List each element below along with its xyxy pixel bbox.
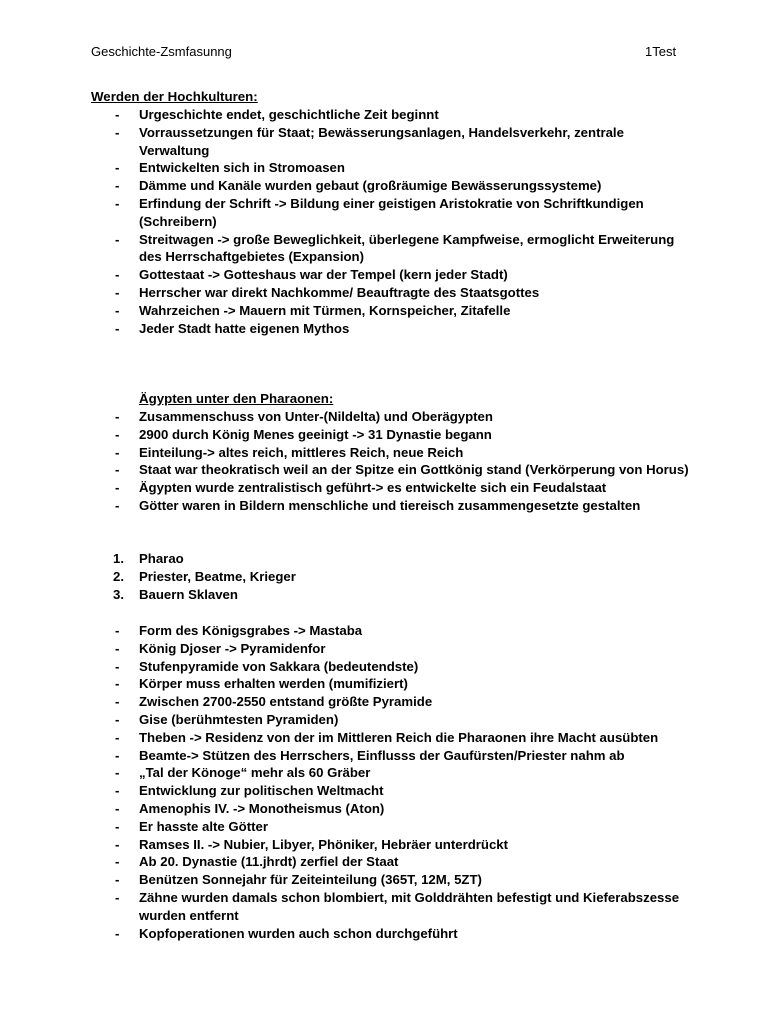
list-item-text: Ägypten wurde zentralistisch geführt-> es entwickelte sich ein Feudalstaat <box>139 480 607 496</box>
list-item-text: Urgeschichte endet, geschichtliche Zeit beginnt <box>139 107 439 122</box>
bullet-dash: - <box>115 267 120 283</box>
list-item-text: 2900 durch König Menes geeinigt -> 31 Dynastie begann <box>139 426 492 442</box>
list-item <box>91 284 691 302</box>
list-item-text: Herrscher war direkt Nachkomme/ Beauftragte des Staatsgottes <box>139 284 540 300</box>
bullet-dash: - <box>115 854 120 870</box>
list-item <box>91 302 691 320</box>
ranking-item <box>91 586 691 604</box>
bullet-dash: - <box>115 658 120 674</box>
bullet-dash: - <box>115 284 120 300</box>
list-item-text: Götter waren in Bildern menschliche und tiereisch zusammengesetzte gestalten <box>139 497 641 513</box>
section-heading-hochkulturen: Werden der Hochkulturen: <box>91 89 258 104</box>
list-item-text: Form des Königsgrabes -> Mastaba <box>139 623 363 638</box>
list-item-text: Jeder Stadt hatte eigenen Mythos <box>139 320 350 336</box>
section-heading-aegypten: Ägypten unter den Pharaonen: <box>139 391 334 406</box>
list-item <box>91 889 691 925</box>
list-item <box>91 836 691 854</box>
list-item-text: Streitwagen -> große Beweglichkeit, überlegene Kampfweise, ermoglicht Erweiterung des Herrschaftgebietes (Expansion) <box>139 231 675 265</box>
list-item-text: Ab 20. Dynastie (11.jhrdt) zerfiel der Staat <box>139 854 399 870</box>
bullet-dash: - <box>115 640 120 656</box>
list-item-text: Einteilung-> altes reich, mittleres Reich, neue Reich <box>139 444 464 460</box>
bullet-dash: - <box>115 426 120 442</box>
list-item <box>91 106 691 124</box>
bullet-dash: - <box>115 676 120 692</box>
list-item <box>91 675 691 693</box>
bullet-dash: - <box>115 729 120 745</box>
list-item-text: Dämme und Kanäle wurden gebaut (großräumige Bewässerungssysteme) <box>139 178 602 194</box>
list-item-text: Gottestaat -> Gotteshaus war der Tempel (kern jeder Stadt) <box>139 267 508 283</box>
list-item <box>91 320 691 338</box>
list-item-text: Entwickelten sich in Stromoasen <box>139 160 345 176</box>
bullet-dash: - <box>115 462 120 478</box>
bullet-dash: - <box>115 783 120 799</box>
bullet-dash: - <box>115 872 120 888</box>
list-item <box>91 426 691 444</box>
list-item <box>91 479 691 497</box>
list-item-text: Beamte-> Stützen des Herrschers, Einflusss der Gaufürsten/Priester nahm ab <box>139 747 625 763</box>
bullet-dash: - <box>115 711 120 727</box>
bullet-dash: - <box>115 747 120 763</box>
bullet-dash: - <box>115 623 120 638</box>
bullet-dash: - <box>115 195 120 211</box>
list-item <box>91 622 691 640</box>
social-ranking-list <box>91 550 691 603</box>
bullet-dash: - <box>115 800 120 816</box>
bullet-dash: - <box>115 497 120 513</box>
list-item-text: Zähne wurden damals schon blombiert, mit Golddrähten befestigt und Kieferabszesse wurden entfernt <box>139 889 680 923</box>
bullet-dash: - <box>115 178 120 194</box>
header-test-label: 1Test <box>645 44 677 59</box>
list-item <box>91 640 691 658</box>
list-item <box>91 782 691 800</box>
bullet-dash: - <box>115 231 120 247</box>
list-item <box>91 231 691 267</box>
list-item <box>91 853 691 871</box>
list-item-text: Zwischen 2700-2550 entstand größte Pyramide <box>139 694 433 710</box>
list-item-text: Kopfoperationen wurden auch schon durchgeführt <box>139 925 458 941</box>
list-item-text: Gise (berühmtesten Pyramiden) <box>139 711 339 727</box>
list-item <box>91 764 691 782</box>
ranking-item <box>91 568 691 586</box>
aegypten-list <box>91 408 691 515</box>
bullet-dash: - <box>115 765 120 781</box>
list-item-text: Zusammenschuss von Unter-(Nildelta) und Oberägypten <box>139 409 493 424</box>
list-item <box>91 124 691 160</box>
hochkulturen-list <box>91 106 691 337</box>
bullet-dash: - <box>115 107 120 122</box>
ranking-number: 3. <box>113 586 124 602</box>
ranking-number: 1. <box>113 551 124 566</box>
ranking-text: Priester, Beatme, Krieger <box>139 568 296 584</box>
list-item <box>91 711 691 729</box>
list-item <box>91 159 691 177</box>
list-item-text: Wahrzeichen -> Mauern mit Türmen, Kornspeicher, Zitafelle <box>139 302 511 318</box>
list-item <box>91 871 691 889</box>
header-title: Geschichte-Zsmfasunng <box>91 44 232 59</box>
list-item-text: Ramses II. -> Nubier, Libyer, Phöniker, Hebräer unterdrückt <box>139 836 509 852</box>
list-item <box>91 266 691 284</box>
list-item <box>91 195 691 231</box>
list-item-text: Entwicklung zur politischen Weltmacht <box>139 783 384 799</box>
list-item <box>91 693 691 711</box>
list-item-text: Staat war theokratisch weil an der Spitze ein Gottkönig stand (Verkörperung von Horus) <box>139 462 689 478</box>
ranking-text: Bauern Sklaven <box>139 586 238 602</box>
list-item-text: Amenophis IV. -> Monotheismus (Aton) <box>139 800 385 816</box>
bullet-dash: - <box>115 160 120 176</box>
list-item-text: Körper muss erhalten werden (mumifiziert) <box>139 676 408 692</box>
list-item <box>91 408 691 426</box>
list-item <box>91 818 691 836</box>
list-item-text: Er hasste alte Götter <box>139 818 268 834</box>
bullet-dash: - <box>115 302 120 318</box>
ranking-number: 2. <box>113 568 124 584</box>
bullet-dash: - <box>115 444 120 460</box>
bullet-dash: - <box>115 925 120 941</box>
bullet-dash: - <box>115 320 120 336</box>
list-item <box>91 729 691 747</box>
bullet-dash: - <box>115 480 120 496</box>
list-item <box>91 444 691 462</box>
ranking-text: Pharao <box>139 551 184 566</box>
list-item-text: „Tal der Könoge“ mehr als 60 Gräber <box>139 765 371 781</box>
list-item <box>91 177 691 195</box>
list-item-text: Benützen Sonnejahr für Zeiteinteilung (365T, 12M, 5ZT) <box>139 872 482 888</box>
list-item-text: König Djoser -> Pyramidenfor <box>139 640 326 656</box>
list-item <box>91 925 691 943</box>
aegypten-details-list <box>91 622 691 942</box>
list-item-text: Vorraussetzungen für Staat; Bewässerungsanlagen, Handelsverkehr, zentrale Verwaltung <box>139 124 624 158</box>
bullet-dash: - <box>115 836 120 852</box>
list-item <box>91 461 691 479</box>
bullet-dash: - <box>115 409 120 424</box>
list-item-text: Erfindung der Schrift -> Bildung einer geistigen Aristokratie von Schriftkundigen (Schreibern) <box>139 195 644 229</box>
bullet-dash: - <box>115 889 120 905</box>
bullet-dash: - <box>115 818 120 834</box>
list-item <box>91 497 691 515</box>
list-item <box>91 747 691 765</box>
list-item-text: Theben -> Residenz von der im Mittleren Reich die Pharaonen ihre Macht ausübten <box>139 729 659 745</box>
list-item <box>91 658 691 676</box>
list-item <box>91 800 691 818</box>
list-item-text: Stufenpyramide von Sakkara (bedeutendste) <box>139 658 419 674</box>
ranking-item <box>91 550 691 568</box>
bullet-dash: - <box>115 694 120 710</box>
bullet-dash: - <box>115 124 120 140</box>
